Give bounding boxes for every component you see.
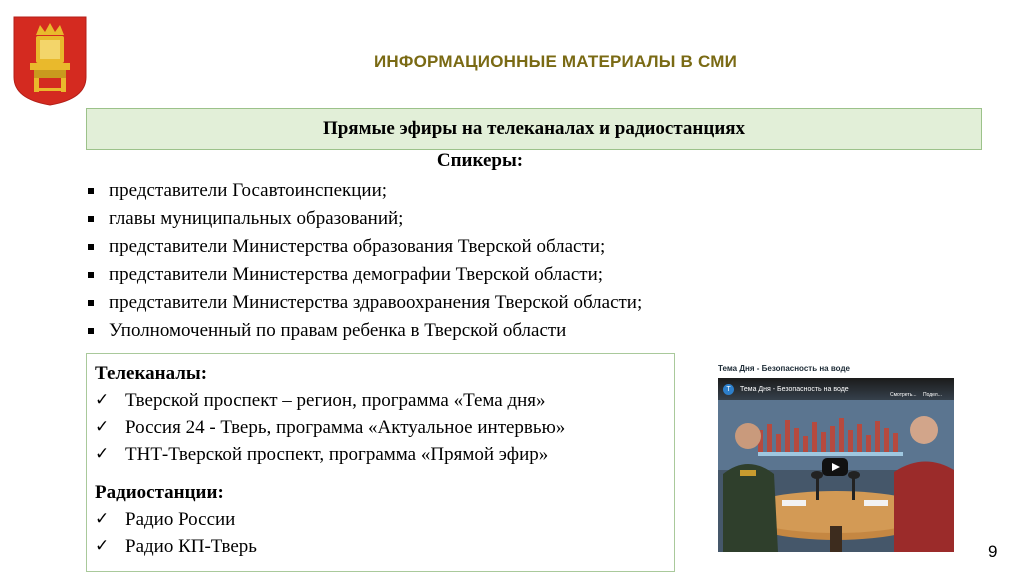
square-bullet-icon bbox=[88, 244, 94, 250]
tv-list bbox=[95, 387, 666, 468]
section-title-bar bbox=[86, 108, 982, 150]
list-item: ✓ Радио КП-Тверь bbox=[95, 533, 666, 560]
speakers-list bbox=[86, 177, 642, 345]
checkmark-icon: ✓ bbox=[95, 536, 110, 556]
radio-list bbox=[95, 506, 666, 560]
list-item: главы муниципальных образований; bbox=[86, 205, 642, 233]
checkmark-icon: ✓ bbox=[95, 390, 110, 410]
square-bullet-icon bbox=[88, 328, 94, 334]
list-item: представители Министерства образования Тверской области; bbox=[86, 233, 642, 261]
list-item: представители Министерства здравоохранения Тверской области; bbox=[86, 289, 642, 317]
list-item: ✓ Тверской проспект – регион, программа «Тема дня» bbox=[95, 387, 666, 414]
square-bullet-icon bbox=[88, 188, 94, 194]
list-item: представители Министерства демографии Тверской области; bbox=[86, 261, 642, 289]
list-item: ✓ Радио России bbox=[95, 506, 666, 533]
list-item: ✓ ТНТ-Тверской проспект, программа «Прямой эфир» bbox=[95, 441, 666, 468]
square-bullet-icon bbox=[88, 300, 94, 306]
square-bullet-icon bbox=[88, 216, 94, 222]
play-button[interactable] bbox=[822, 458, 848, 476]
radio-heading: Радиостанции: bbox=[95, 482, 224, 503]
section-title: Прямые эфиры на телеканалах и радиостанциях bbox=[322, 118, 746, 139]
list-item: Уполномоченный по правам ребенка в Тверской области bbox=[86, 317, 642, 345]
tv-heading: Телеканалы: bbox=[95, 363, 208, 384]
list-item: представители Госавтоинспекции; bbox=[86, 177, 642, 205]
player-top-bar bbox=[718, 378, 954, 400]
page-number: 9 bbox=[988, 542, 998, 561]
speakers-heading: Спикеры: bbox=[436, 150, 524, 171]
channel-avatar[interactable]: Т bbox=[723, 384, 734, 395]
video-caption: Тема Дня - Безопасность на воде bbox=[718, 364, 850, 373]
checkmark-icon: ✓ bbox=[95, 417, 110, 437]
media-channels-box bbox=[86, 353, 675, 572]
video-thumbnail[interactable] bbox=[718, 378, 954, 552]
list-item: ✓ Россия 24 - Тверь, программа «Актуальное интервью» bbox=[95, 414, 666, 441]
share-button[interactable]: Подел... bbox=[923, 392, 942, 398]
slide-title: ИНФОРМАЦИОННЫЕ МАТЕРИАЛЫ В СМИ bbox=[374, 52, 737, 71]
player-title[interactable]: Тема Дня - Безопасность на воде bbox=[740, 386, 849, 393]
checkmark-icon: ✓ bbox=[95, 444, 110, 464]
checkmark-icon: ✓ bbox=[95, 509, 110, 529]
watch-later-button[interactable]: Смотреть... bbox=[890, 392, 917, 398]
square-bullet-icon bbox=[88, 272, 94, 278]
